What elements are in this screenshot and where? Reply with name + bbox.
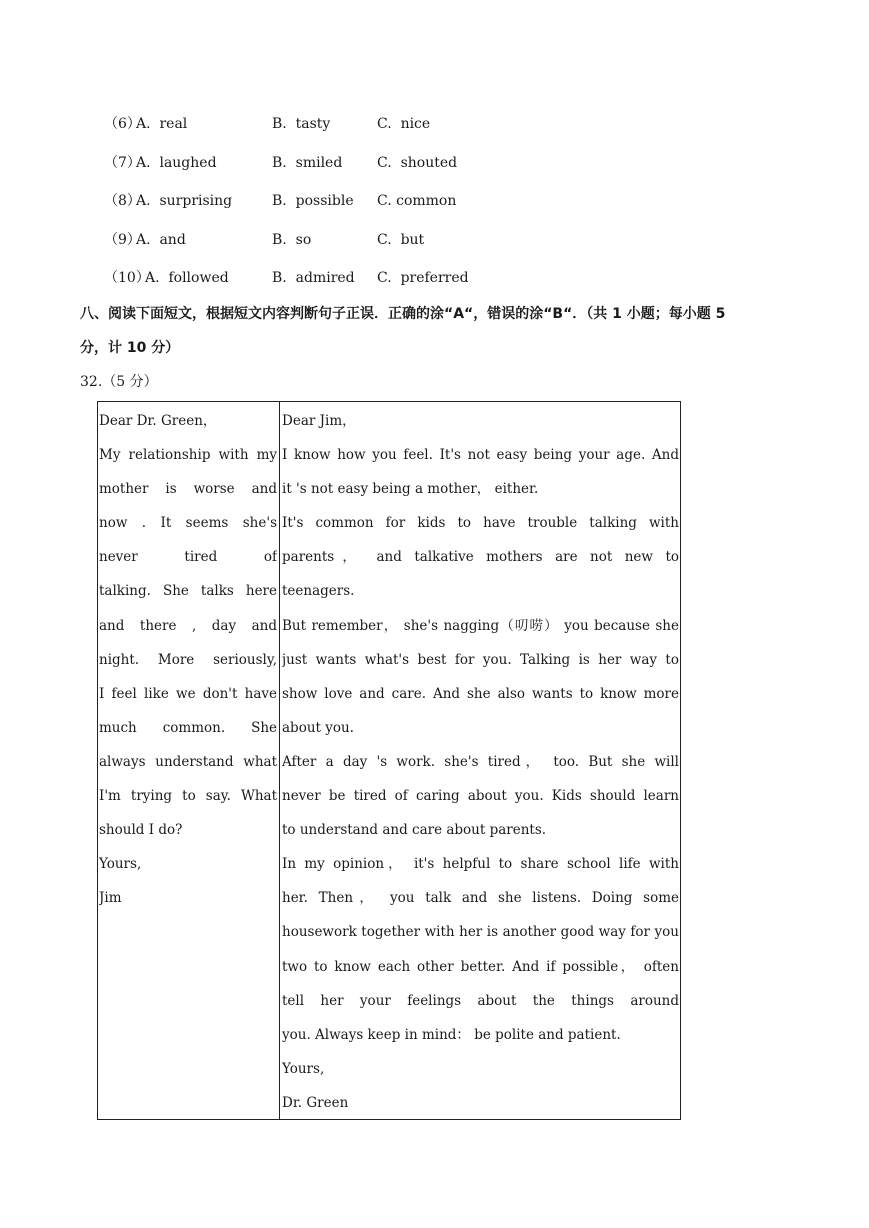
letter-line: Jim	[99, 890, 122, 907]
option-c: C. but	[377, 232, 425, 248]
option-row-7	[104, 153, 458, 173]
letter-line: now . It seems she's	[99, 515, 277, 532]
letter-line: parents， and talkative mothers are not new to	[282, 549, 679, 566]
letter-line: After a day 's work. she's tired， too. But she will	[282, 753, 679, 770]
option-b: B. tasty	[272, 116, 331, 132]
letter-line: just wants what's best for you. Talking is her way to	[282, 651, 679, 668]
letter-line: show love and care. And she also wants to know more	[282, 685, 679, 702]
option-row-9	[104, 230, 425, 250]
option-c: C. shouted	[377, 155, 458, 171]
question-label: 32.（5 分）	[80, 374, 158, 390]
letters-table	[97, 401, 681, 1120]
letter-line: My relationship with my	[99, 447, 277, 464]
option-c: C. nice	[377, 116, 431, 132]
letter-line: to understand and care about parents.	[282, 822, 547, 839]
letter-line: I feel like we don't have	[99, 685, 277, 702]
letter-line: I'm trying to say. What	[99, 788, 277, 805]
option-number: （8）	[104, 193, 141, 209]
letter-line: much common. She	[99, 719, 277, 736]
option-c: C. preferred	[377, 270, 469, 286]
option-row-10	[104, 268, 469, 288]
letter-line: mother is worse and	[99, 481, 277, 498]
option-a: A. surprising	[136, 193, 233, 209]
letter-line: housework together with her is another good way for you	[282, 924, 679, 941]
option-a: A. and	[136, 232, 186, 248]
option-c: C. common	[377, 193, 457, 209]
letter-line: Yours,	[99, 856, 142, 873]
option-a: A. followed	[145, 270, 229, 286]
letter-line: should I do?	[99, 822, 183, 839]
letter-from-dr-green	[282, 404, 679, 1120]
letter-line: about you.	[282, 719, 354, 736]
letter-from-jim	[99, 404, 277, 915]
option-b: B. possible	[272, 193, 354, 209]
option-number: （6）	[104, 116, 141, 132]
letter-line: always understand what	[99, 753, 277, 770]
letter-line: her. Then， you talk and she listens. Doing some	[282, 890, 679, 907]
option-number: （7）	[104, 155, 141, 171]
letter-line: talking. She talks here	[99, 583, 277, 600]
letter-line: It's common for kids to have trouble talking with	[282, 515, 679, 532]
column-divider	[279, 402, 280, 1119]
letter-line: two to know each other better. And if possible， often	[282, 958, 679, 975]
letter-line: Dear Dr. Green，	[99, 413, 217, 429]
option-number: （10）	[104, 270, 150, 286]
option-a: A. real	[136, 116, 188, 132]
letter-line: night. More seriously,	[99, 651, 277, 668]
letter-line: I know how you feel. It's not easy being your age. And	[282, 447, 679, 464]
section-heading-line1: 八、阅读下面短文，根据短文内容判断句子正误．正确的涂“A“，错误的涂“B“．（共 1 小题；每小题 5	[80, 306, 726, 322]
letter-line: Yours,	[282, 1060, 325, 1077]
section-heading-line2: 分，计 10 分）	[80, 340, 180, 356]
letter-line: tell her your feelings about the things around	[282, 992, 679, 1009]
option-b: B. admired	[272, 270, 355, 286]
option-row-6	[104, 114, 431, 134]
letter-line: and there , day and	[99, 617, 277, 634]
option-a: A. laughed	[136, 155, 217, 171]
letter-line: teenagers.	[282, 583, 355, 600]
option-b: B. so	[272, 232, 312, 248]
letter-line: you. Always keep in mind： be polite and patient.	[282, 1026, 621, 1043]
option-row-8	[104, 191, 457, 211]
letter-line: In my opinion， it's helpful to share school life with	[282, 856, 679, 873]
option-b: B. smiled	[272, 155, 343, 171]
letter-line: Dear Jim，	[282, 413, 356, 429]
option-number: （9）	[104, 232, 141, 248]
letter-line: it 's not easy being a mother， either.	[282, 481, 539, 498]
letter-line: But remember， she's nagging（叨唠） you because she	[282, 617, 679, 634]
letter-line: never tired of	[99, 549, 277, 566]
letter-line: never be tired of caring about you. Kids should learn	[282, 788, 679, 805]
letter-line: Dr. Green	[282, 1094, 349, 1111]
